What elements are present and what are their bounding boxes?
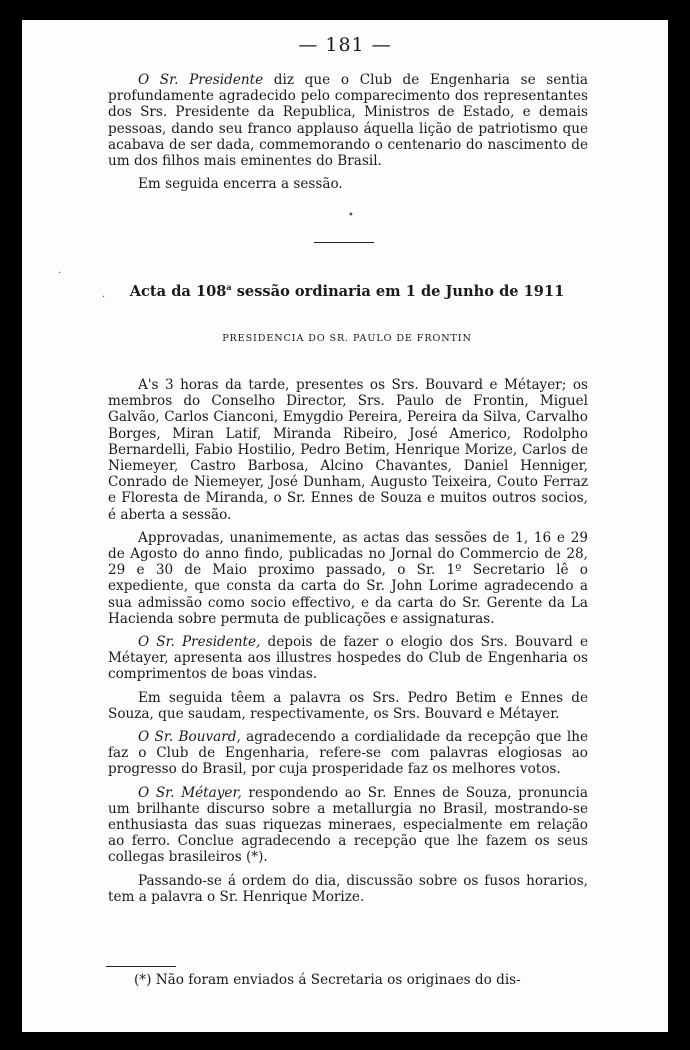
minutes-section xyxy=(108,377,588,912)
paragraph-text: Passando-se á ordem do dia, discussão sobre os fusos horarios, tem a palavra o Sr. Henrique Morize. xyxy=(108,872,588,905)
paragraph-text: Em seguida têem a palavra os Srs. Pedro Betim e Ennes de Souza, que saudam, respectivamente, os Srs. Bouvard e Métayer. xyxy=(108,689,588,722)
paragraph xyxy=(108,176,588,192)
paragraph-text: diz que o Club de Engenharia se sentia profundamente agradecido pelo comparecimento dos representantes dos Srs. Presidente da Republica, Ministros de Estado, e demais pessoas, dando seu franco applauso áquella lição de patriotismo que acabava de ser dada, commemorando o centenario do nascimento de um dos filhos mais eminentes do Brasil. xyxy=(108,72,588,170)
paragraph xyxy=(108,377,588,523)
paragraph xyxy=(108,690,588,722)
paragraph xyxy=(108,634,588,683)
paragraph xyxy=(108,873,588,905)
paragraph-text: agradecendo a cordialidade da recepção que lhe faz o Club de Engenharia, refere-se com palavras elogiosas ao progresso do Brasil, por cuja prosperidade faz os melhores votos. xyxy=(108,729,588,778)
document-page xyxy=(22,20,668,1032)
section-separator xyxy=(314,242,374,243)
speaker-name: O Sr. Bouvard, xyxy=(138,729,241,746)
paragraph xyxy=(108,72,588,169)
speaker-name: O Sr. Presidente, xyxy=(138,634,261,651)
title-suffix: sessão ordinaria em 1 de Junho de 1911 xyxy=(231,282,565,300)
page-number: — 181 — xyxy=(298,34,392,56)
title-prefix: Acta da 108 xyxy=(129,282,227,300)
paragraph-text: Em seguida encerra a sessão. xyxy=(138,176,343,193)
paragraph-text: A's 3 horas da tarde, presentes os Srs. Bouvard e Métayer; os membros do Conselho Director, Srs. Paulo de Frontin, Miguel Galvão, Carlos Cianconi, Emygdio Pereira, Pereira da Silva, Carvalho Borges, Miran Latif, Miranda Ribeiro, José Americo, Rodolpho Bernardelli, Fabio Hostilio, Pedro Betim, Henrique Morize, Carlos de Niemeyer, Castro Barbosa, Alcino Chavantes, Daniel Henniger, Conrado de Niemeyer, José Dunham, Augusto Teixeira, Couto Ferraz e Floresta de Miranda, o Sr. Ennes de Souza e muitos outros socios, é aberta a sessão. xyxy=(108,377,588,523)
paragraph xyxy=(108,530,588,627)
presidency-heading: PRESIDENCIA DO SR. PAULO DE FRONTIN xyxy=(222,333,472,344)
closing-section xyxy=(108,72,588,199)
section-title xyxy=(102,282,592,300)
paragraph-text: Approvadas, unanimemente, as actas das sessões de 1, 16 e 29 de Agosto do anno findo, publicadas no Jornal do Commercio de 28, 29 e 30 de Maio proximo passado, o Sr. 1º Secretario lê o expediente, que consta da carta do Sr. John Lorime agradecendo a sua admissão como socio effectivo, e da carta do Sr. Gerente da La Hacienda sobre permuta de publicações e assignaturas. xyxy=(108,529,588,627)
footnote-rule xyxy=(106,966,176,967)
paragraph-text: depois de fazer o elogio dos Srs. Bouvard e Métayer, apresenta aos illustres hospedes do Club de Engenharia os comprimentos de boas vindas. xyxy=(108,634,588,683)
paragraph xyxy=(108,729,588,778)
speaker-name: O Sr. Presidente xyxy=(138,72,264,88)
print-speck: • xyxy=(348,210,354,221)
speaker-name: O Sr. Métayer, xyxy=(138,784,242,801)
footnote: (*) Não foram enviados á Secretaria os originaes do dis- xyxy=(134,972,521,988)
print-speck: · xyxy=(58,268,62,279)
paragraph-text: respondendo ao Sr. Ennes de Souza, pronuncia um brilhante discurso sobre a metallurgia no Brasil, mostrando-se enthusiasta das suas riquezas mineraes, especialmente em relação ao ferro. Conclue agradecendo a recepção que lhe fazem os seus collegas brasileiros (*). xyxy=(108,784,588,866)
print-speck: · xyxy=(102,292,106,303)
title-ordinal: a xyxy=(226,282,232,292)
paragraph xyxy=(108,785,588,866)
